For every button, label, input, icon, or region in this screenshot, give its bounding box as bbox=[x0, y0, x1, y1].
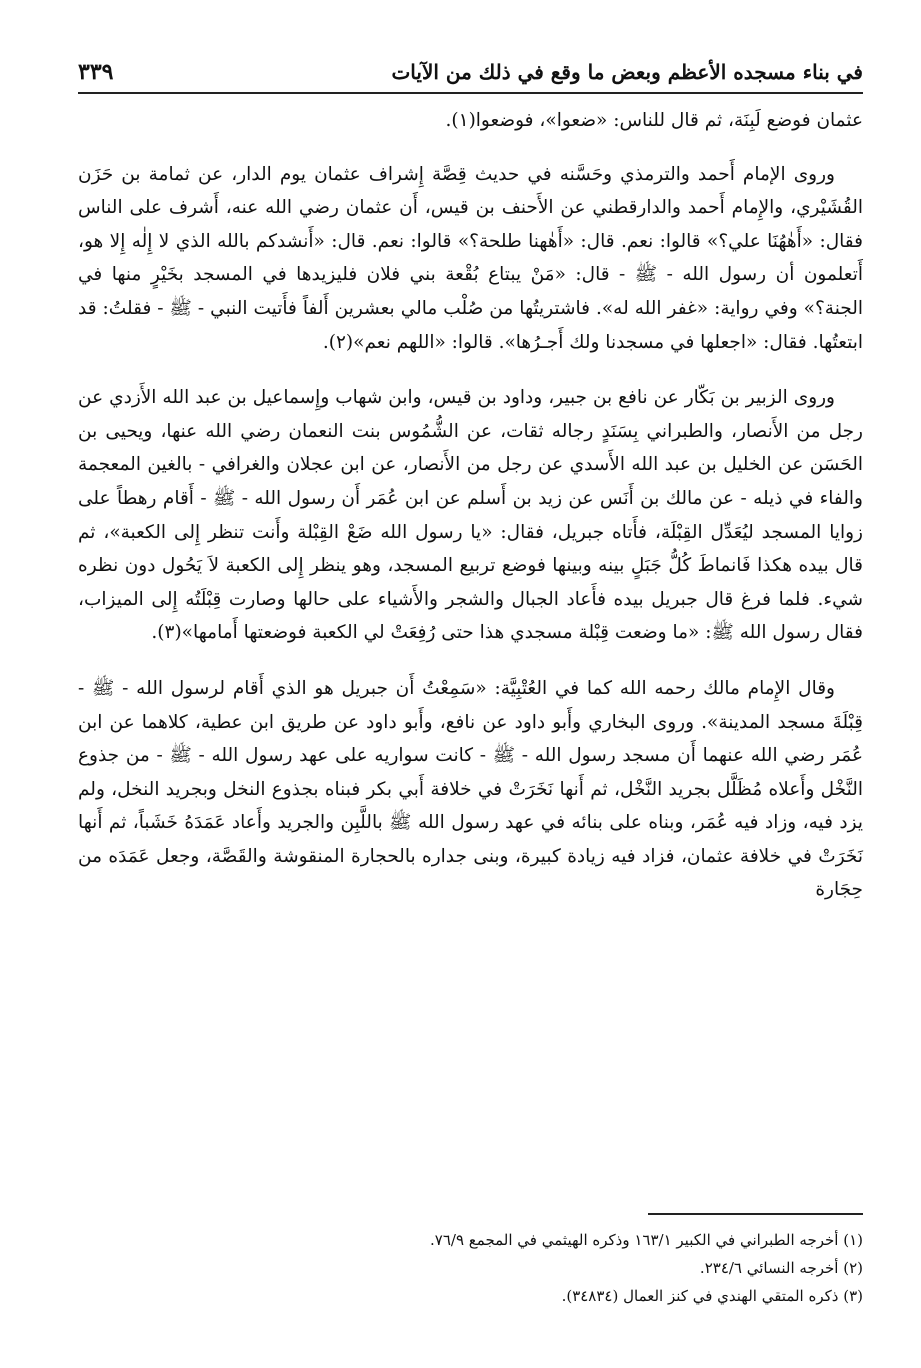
paragraph-3: وروى الزبير بن بَكّار عن نافع بن جبير، وداود بن قيس، وابن شهاب وإِسماعيل بن عبد الله الأَزدي عن رجل من الأَنصار، والطبراني بِسَنَدٍ رجاله ثقات، عن الشُّمُوس بنت النعمان رضي الله عنها، ويحيى بن الحَسَن عن الخليل بن عبد الله الأَسدي عن رجل من الأَنصار، عن ابن عجلان والغرافي - بالغين المعجمة والفاء في ذيله - عن مالك بن أَنَس عن زيد بن أَسلم عن ابن عُمَر أَن رسول الله - ﷺ - أَقام رهطاً على زوايا المسجد ليُعَدِّل القِبْلَة، فأَتاه جبريل، فقال: «يا رسول الله ضَعْ القِبْلة وأَنت تنظر إِلى الكعبة»، ثم قال بيده هكذا فَانماطَ كُلُّ جَبَلٍ بينه وبينها فوضع تربيع المسجد، وهو ينظر إِلى الكعبة لاَ يَحُول دون نظره شيء. فلما فرغ قال جبريل بيده فأَعاد الجبال والشجر والأَشياء على حالها وصارت قِبْلَتُه إِلى الميزاب، فقال رسول الله ﷺ: «ما وضعت قِبْلة مسجدي هذا حتى رُفِعَتْ لي الكعبة فوضعتها أَمامها»(٣). bbox=[78, 387, 863, 644]
footnote-2: (٢) أخرجه النسائي ٢٣٤/٦. bbox=[699, 1259, 863, 1277]
paragraph-1: عثمان فوضع لَبِنَة، ثم قال للناس: «ضعوا»، فوضعوا(١). bbox=[445, 110, 863, 131]
paragraph-2: وروى الإمام أَحمد والترمذي وحَسَّنه في حديث قِصَّة إِشراف عثمان يوم الدار، عن ثمامة بن حَزَن القُشَيْري، والإِمام أَحمد والدارقطني عن الأَحنف بن قيس، أَن عثمان رضي الله عنه، أَشرف على الناس فقال: «أَهٰهُنَا علي؟» قالوا: نعم. قال: «أَهٰهنا طلحة؟» قالوا: نعم. قال: «أَنشدكم بالله الذي لا إِلٰه إِلا هو، أَتعلمون أن رسول الله - ﷺ - قال: «مَنْ يبتاع بُقْعة بني فلان فليزيدها في المسجد بخَيْرٍ منها في الجنة؟» وفي رواية: «غفر الله له». فاشتريتُها من صُلْب مالي بعشرين أَلفاً فأَتيت النبي - ﷺ - فقلتُ: قد ابتعتُها. فقال: «اجعلها في مسجدنا ولك أَجـرُها». قالوا: «اللهم نعم»(٢). bbox=[78, 163, 863, 353]
footnote-3: (٣) ذكره المتقي الهندي في كنز العمال (٣٤٨٣٤). bbox=[561, 1287, 863, 1305]
main-text bbox=[78, 104, 863, 929]
footnotes bbox=[78, 1226, 863, 1310]
page-number: ٣٣٩ bbox=[78, 59, 114, 85]
running-header bbox=[78, 52, 863, 94]
chapter-title: في بناء مسجده الأعظم وبعض ما وقع في ذلك من الآيات bbox=[391, 60, 863, 84]
paragraph-4: وقال الإِمام مالك رحمه الله كما في العُتْبِيَّة: «سَمِعْتُ أَن جبريل هو الذي أَقام لرسول الله - ﷺ - قِبْلَةَ مسجد المدينة». وروى البخاري وأَبو داود عن نافع، وأَبو داود عن طريق ابن عطية، كلاهما عن ابن عُمَر رضي الله عنهما أَن مسجد رسول الله - ﷺ - كانت سواريه على عهد رسول الله - ﷺ - من جذوع النَّخْل وأَعلاه مُظَلَّل بجريد النَّخْل، ثم أَنها نَخَرَتْ في خلافة أَبي بكر فبناه بجذوع النخل وبجريد النخل، ولم يزد فيه، وزاد فيه عُمَر، وبناه على بنائه في عهد رسول الله ﷺ باللَّبِن والجريد وأَعاد عَمَدَهُ خَشَباً، ثم أَنها نَخَرَتْ في خلافة عثمان، فزاد فيه زيادة كبيرة، وبنى جداره بالحجارة المنقوشة والقَصَّة، وجعل عَمَدَه من حِجَارة bbox=[78, 677, 863, 901]
footnote-separator bbox=[648, 1213, 863, 1215]
footnote-1: (١) أخرجه الطبراني في الكبير ١٦٣/١ وذكره الهيثمي في المجمع ٧٦/٩. bbox=[430, 1231, 863, 1249]
